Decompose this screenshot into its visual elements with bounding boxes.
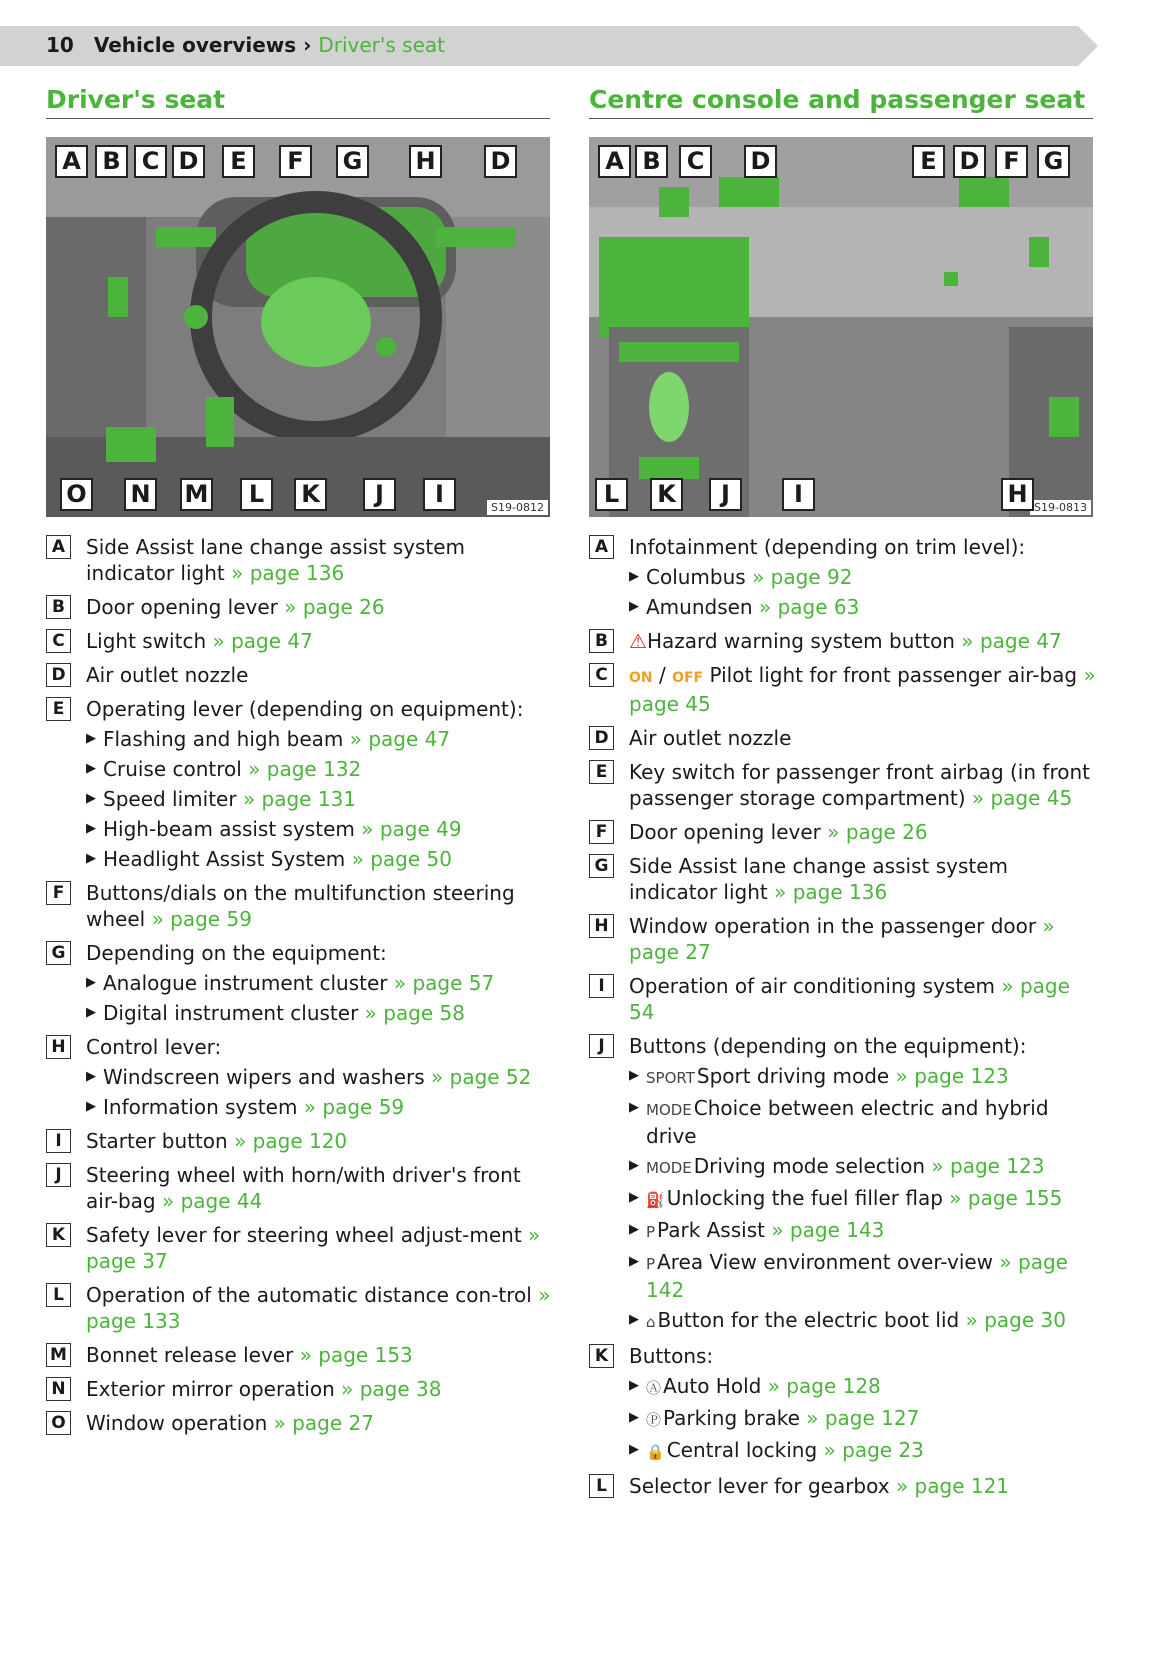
legend-key: E — [589, 760, 614, 784]
sub-item: ▶ Speed limiter » page 131 — [86, 787, 357, 811]
callout-L: L — [240, 478, 273, 511]
sub-text: Unlocking the fuel filler flap — [666, 1186, 943, 1210]
e-mode-icon: MODE — [646, 1101, 692, 1119]
park-assist-icon: P — [646, 1223, 656, 1241]
area-view-icon: P — [646, 1255, 656, 1273]
legend-key: C — [46, 629, 71, 653]
legend-key: F — [589, 820, 614, 844]
driver-seat-illustration — [46, 137, 550, 517]
legend-text: Door opening lever — [629, 820, 821, 844]
legend-item — [589, 819, 1099, 845]
page-ref-link[interactable]: » page 47 — [349, 727, 451, 751]
callout-r-B: B — [635, 145, 668, 178]
parking-brake-icon: Ⓟ — [646, 1411, 662, 1429]
sub-item: ▶ ⛽ Unlocking the fuel filler flap » page 155 — [629, 1186, 1063, 1210]
legend-text: Exterior mirror operation — [86, 1377, 335, 1401]
legend-item — [46, 1128, 556, 1154]
sub-item: ▶ Flashing and high beam » page 47 — [86, 727, 451, 751]
page-ref-link[interactable]: » page 50 — [351, 847, 452, 871]
page-number: 10 — [46, 33, 74, 57]
callout-r-K: K — [650, 478, 683, 511]
legend-text: Window operation — [86, 1411, 268, 1435]
page-ref-link[interactable]: » page 26 — [827, 820, 928, 844]
header-subsection: Driver's seat — [318, 33, 445, 57]
left-title-rule — [46, 118, 550, 119]
left-legend — [46, 534, 556, 1444]
auto-hold-icon: Ⓐ — [646, 1379, 662, 1397]
callout-D: D — [172, 145, 205, 178]
callout-G: G — [336, 145, 369, 178]
legend-key: G — [589, 854, 614, 878]
sub-item: ▶ 🔒 Central locking » page 23 — [629, 1438, 924, 1462]
page-ref-link[interactable]: » page 133 — [86, 1283, 551, 1333]
sub-item: ▶ Columbus » page 92 — [629, 565, 853, 589]
sub-item: ▶ P Area View environment over-view » page 142 — [629, 1250, 1068, 1302]
page-ref-link[interactable]: » page 26 — [284, 595, 385, 619]
callout-F: F — [279, 145, 312, 178]
legend-item — [46, 662, 556, 688]
legend-item — [46, 1376, 556, 1402]
page-ref-link[interactable]: » page 27 — [629, 914, 1055, 964]
legend-text: Operation of air conditioning system — [629, 974, 995, 998]
legend-item — [46, 1162, 556, 1214]
page-ref-link[interactable]: » page 54 — [629, 974, 1070, 1024]
right-title-rule — [589, 118, 1093, 119]
legend-item — [589, 913, 1099, 965]
legend-key: O — [46, 1411, 71, 1435]
legend-key: H — [46, 1035, 71, 1059]
page-ref-link[interactable]: » page 30 — [965, 1308, 1066, 1332]
callout-r-D: D — [744, 145, 777, 178]
page-ref-link[interactable]: » page 63 — [758, 595, 860, 619]
airbag-off-icon: OFF — [672, 670, 704, 686]
legend-text: Hazard warning system button — [646, 629, 955, 653]
legend-key: D — [589, 726, 614, 750]
page-ref-link[interactable]: » page 23 — [823, 1438, 924, 1462]
legend-item — [589, 725, 1099, 751]
sub-text: Flashing and high beam — [103, 727, 344, 751]
page-ref-link[interactable]: » page 121 — [895, 1474, 1010, 1498]
sub-text: Headlight Assist System — [103, 847, 346, 871]
legend-key: A — [589, 535, 614, 559]
legend-key: I — [46, 1129, 71, 1153]
page-ref-link[interactable]: » page 132 — [248, 757, 362, 781]
page-ref-link[interactable]: » page 52 — [431, 1065, 532, 1089]
page-ref-link[interactable]: » page 49 — [361, 817, 462, 841]
sub-item: ▶ MODE Driving mode selection » page 123 — [629, 1154, 1045, 1178]
callout-N: N — [124, 478, 157, 511]
right-section-title: Centre console and passenger seat — [589, 85, 1086, 114]
sub-text: Columbus — [646, 565, 746, 589]
legend-item — [46, 940, 556, 1026]
page-ref-link[interactable]: » page 57 — [393, 971, 495, 995]
legend-item — [46, 1342, 556, 1368]
legend-key: F — [46, 881, 71, 905]
sub-text: Information system — [103, 1095, 298, 1119]
legend-text: Light switch — [86, 629, 207, 653]
legend-key: L — [589, 1474, 614, 1498]
legend-key: H — [589, 914, 614, 938]
legend-text: Safety lever for steering wheel adjust-ment — [86, 1223, 522, 1247]
legend-text: Operation of the automatic distance con-trol — [86, 1283, 532, 1307]
legend-key: A — [46, 535, 71, 559]
legend-item — [589, 759, 1099, 811]
legend-text: Selector lever for gearbox — [629, 1474, 890, 1498]
legend-item — [46, 594, 556, 620]
legend-text: Bonnet release lever — [86, 1343, 294, 1367]
legend-item — [589, 1033, 1099, 1335]
callout-r-J: J — [709, 478, 742, 511]
legend-key: N — [46, 1377, 71, 1401]
page-ref-link[interactable]: » page 38 — [341, 1377, 442, 1401]
drive-mode-icon: MODE — [646, 1159, 692, 1177]
page-ref-link[interactable]: » page 153 — [299, 1343, 413, 1367]
sub-text: Choice between electric and hybrid drive — [646, 1096, 1049, 1148]
callout-I: I — [423, 478, 456, 511]
page-ref-link[interactable]: » page 47 — [961, 629, 1062, 653]
legend-item — [589, 973, 1099, 1025]
sub-item: ▶ Information system » page 59 — [86, 1095, 405, 1119]
page-ref-link[interactable]: » page 128 — [767, 1374, 881, 1398]
legend-key: K — [46, 1223, 71, 1247]
legend-key: L — [46, 1283, 71, 1307]
legend-text: Air outlet nozzle — [86, 663, 249, 687]
legend-item — [46, 1282, 556, 1334]
legend-item — [46, 628, 556, 654]
legend-item — [46, 534, 556, 586]
legend-item — [589, 1473, 1099, 1499]
legend-item: C ON / OFF Pilot light for front passenger air-bag » page 45 — [589, 662, 1099, 717]
sub-text: Analogue instrument cluster — [103, 971, 388, 995]
sub-item: ▶ Cruise control » page 132 — [86, 757, 362, 781]
legend-text: Operating lever (depending on equipment): — [86, 697, 524, 721]
callout-r-C: C — [679, 145, 712, 178]
legend-text: Side Assist lane change assist system indicator light — [86, 535, 465, 585]
sub-text: Parking brake — [663, 1406, 800, 1430]
centre-console-illustration — [589, 137, 1093, 517]
sub-text: Windscreen wipers and washers — [103, 1065, 425, 1089]
sub-text: High-beam assist system — [103, 817, 355, 841]
sub-item: ▶ MODE Choice between electric and hybrid drive — [629, 1096, 1049, 1148]
legend-text: Control lever: — [86, 1035, 222, 1059]
page-ref-link[interactable]: » page 44 — [161, 1189, 263, 1213]
sub-item: ▶ Analogue instrument cluster » page 57 — [86, 971, 495, 995]
sub-item: ▶ SPORT Sport driving mode » page 123 — [629, 1064, 1009, 1088]
legend-text: Buttons (depending on the equipment): — [629, 1034, 1027, 1058]
legend-text: Key switch for passenger front airbag (in front passenger storage compartment) — [629, 760, 1090, 810]
callout-K: K — [294, 478, 327, 511]
legend-text: Side Assist lane change assist system indicator light — [629, 854, 1008, 904]
sub-item: ▶ High-beam assist system » page 49 — [86, 817, 462, 841]
page-ref-link[interactable]: » page 136 — [231, 561, 345, 585]
callout-B: B — [95, 145, 128, 178]
callout-E: E — [222, 145, 255, 178]
left-section-title: Driver's seat — [46, 85, 226, 114]
callout-r-G: G — [1037, 145, 1070, 178]
sub-text: Driving mode selection — [693, 1154, 926, 1178]
page-ref-link[interactable]: » page 131 — [242, 787, 357, 811]
sub-text: Park Assist — [657, 1218, 765, 1242]
legend-text: Steering wheel with horn/with driver's front air-bag — [86, 1163, 521, 1213]
header-section: Vehicle overviews › — [93, 33, 312, 57]
callout-A: A — [55, 145, 88, 178]
legend-item — [46, 1222, 556, 1274]
legend-item — [46, 880, 556, 932]
callout-M: M — [180, 478, 213, 511]
legend-key: B — [589, 629, 614, 653]
legend-item — [589, 1343, 1099, 1465]
callout-D2: D — [484, 145, 517, 178]
legend-key: G — [46, 941, 71, 965]
legend-text: Infotainment (depending on trim level): — [629, 535, 1026, 559]
legend-text: Buttons: — [629, 1344, 714, 1368]
left-image-code: S19-0812 — [487, 500, 548, 515]
legend-key: I — [589, 974, 614, 998]
sub-text: Sport driving mode — [696, 1064, 890, 1088]
page-ref-link[interactable]: » page 155 — [949, 1186, 1063, 1210]
lock-icon: 🔒 — [646, 1443, 665, 1461]
legend-text: Door opening lever — [86, 595, 278, 619]
fuel-flap-icon: ⛽ — [646, 1191, 665, 1209]
page-ref-link[interactable]: » page 123 — [895, 1064, 1009, 1088]
page-ref-link[interactable]: » page 45 — [971, 786, 1073, 810]
legend-text: Depending on the equipment: — [86, 941, 387, 965]
legend-item — [46, 696, 556, 872]
callout-r-L: L — [595, 478, 628, 511]
page-ref-link[interactable]: » page 123 — [931, 1154, 1045, 1178]
sub-item: ▶ Headlight Assist System » page 50 — [86, 847, 452, 871]
page-ref-link[interactable]: » page 92 — [752, 565, 853, 589]
sub-item: ▶ Amundsen » page 63 — [629, 595, 860, 619]
legend-key: E — [46, 697, 71, 721]
sub-item: ▶ Ⓐ Auto Hold » page 128 — [629, 1374, 881, 1398]
callout-r-A: A — [598, 145, 631, 178]
legend-item — [589, 628, 1099, 654]
sub-item: ▶ Ⓟ Parking brake » page 127 — [629, 1406, 920, 1430]
callout-J: J — [363, 478, 396, 511]
sub-text: Cruise control — [103, 757, 242, 781]
legend-key: M — [46, 1343, 71, 1367]
legend-key: B — [46, 595, 71, 619]
callout-C: C — [134, 145, 167, 178]
legend-text: Starter button — [86, 1129, 228, 1153]
page-ref-link[interactable]: » page 27 — [273, 1411, 374, 1435]
sub-text: Speed limiter — [103, 787, 237, 811]
page-ref-link[interactable]: » page 37 — [86, 1223, 541, 1273]
sub-item: ▶ P Park Assist » page 143 — [629, 1218, 885, 1242]
hazard-icon: ⚠ — [629, 629, 647, 653]
page-ref-link[interactable]: » page 120 — [234, 1129, 348, 1153]
sub-text: Central locking — [666, 1438, 818, 1462]
legend-text: Window operation in the passenger door — [629, 914, 1037, 938]
sub-text: Button for the electric boot lid — [657, 1308, 960, 1332]
legend-key: K — [589, 1344, 614, 1368]
callout-r-E: E — [912, 145, 945, 178]
sub-item: ▶ Windscreen wipers and washers » page 52 — [86, 1065, 532, 1089]
legend-item — [589, 534, 1099, 620]
page-ref-link[interactable]: » page 59 — [303, 1095, 405, 1119]
sub-text: Area View environment over-view — [657, 1250, 994, 1274]
sub-text: Digital instrument cluster — [103, 1001, 359, 1025]
right-image-code: S19-0813 — [1030, 500, 1091, 515]
legend-text: Pilot light for front passenger air-bag — [709, 663, 1078, 687]
page-ref-link[interactable]: » page 136 — [774, 880, 888, 904]
legend-key: J — [46, 1163, 71, 1187]
page-ref-link[interactable]: » page 47 — [212, 629, 313, 653]
boot-lid-icon: ⌂ — [646, 1313, 656, 1331]
legend-item — [46, 1034, 556, 1120]
callout-r-H: H — [1001, 478, 1034, 511]
callout-H: H — [409, 145, 442, 178]
legend-item — [589, 853, 1099, 905]
page-ref-link[interactable]: » page 45 — [629, 663, 1096, 716]
page-ref-link[interactable]: » page 142 — [646, 1250, 1068, 1302]
legend-key: D — [46, 663, 71, 687]
legend-item — [46, 1410, 556, 1436]
sub-text: Amundsen — [646, 595, 753, 619]
page-ref-link[interactable]: » page 58 — [364, 1001, 466, 1025]
callout-O: O — [60, 478, 93, 511]
sport-icon: SPORT — [646, 1069, 695, 1087]
page-ref-link[interactable]: » page 59 — [151, 907, 252, 931]
callout-r-I: I — [782, 478, 815, 511]
page-ref-link[interactable]: » page 143 — [771, 1218, 885, 1242]
running-header — [46, 32, 445, 58]
legend-key: C — [589, 663, 614, 687]
callout-r-F: F — [995, 145, 1028, 178]
sub-text: Auto Hold — [663, 1374, 762, 1398]
legend-text: Air outlet nozzle — [629, 726, 792, 750]
sub-item: ▶ ⌂ Button for the electric boot lid » page 30 — [629, 1308, 1066, 1332]
right-legend — [589, 534, 1099, 1507]
legend-key: J — [589, 1034, 614, 1058]
page-ref-link[interactable]: » page 127 — [806, 1406, 920, 1430]
legend-text: Buttons/dials on the multifunction steering wheel — [86, 881, 515, 931]
airbag-on-icon: ON — [629, 670, 653, 686]
callout-r-D2: D — [953, 145, 986, 178]
sub-item: ▶ Digital instrument cluster » page 58 — [86, 1001, 466, 1025]
